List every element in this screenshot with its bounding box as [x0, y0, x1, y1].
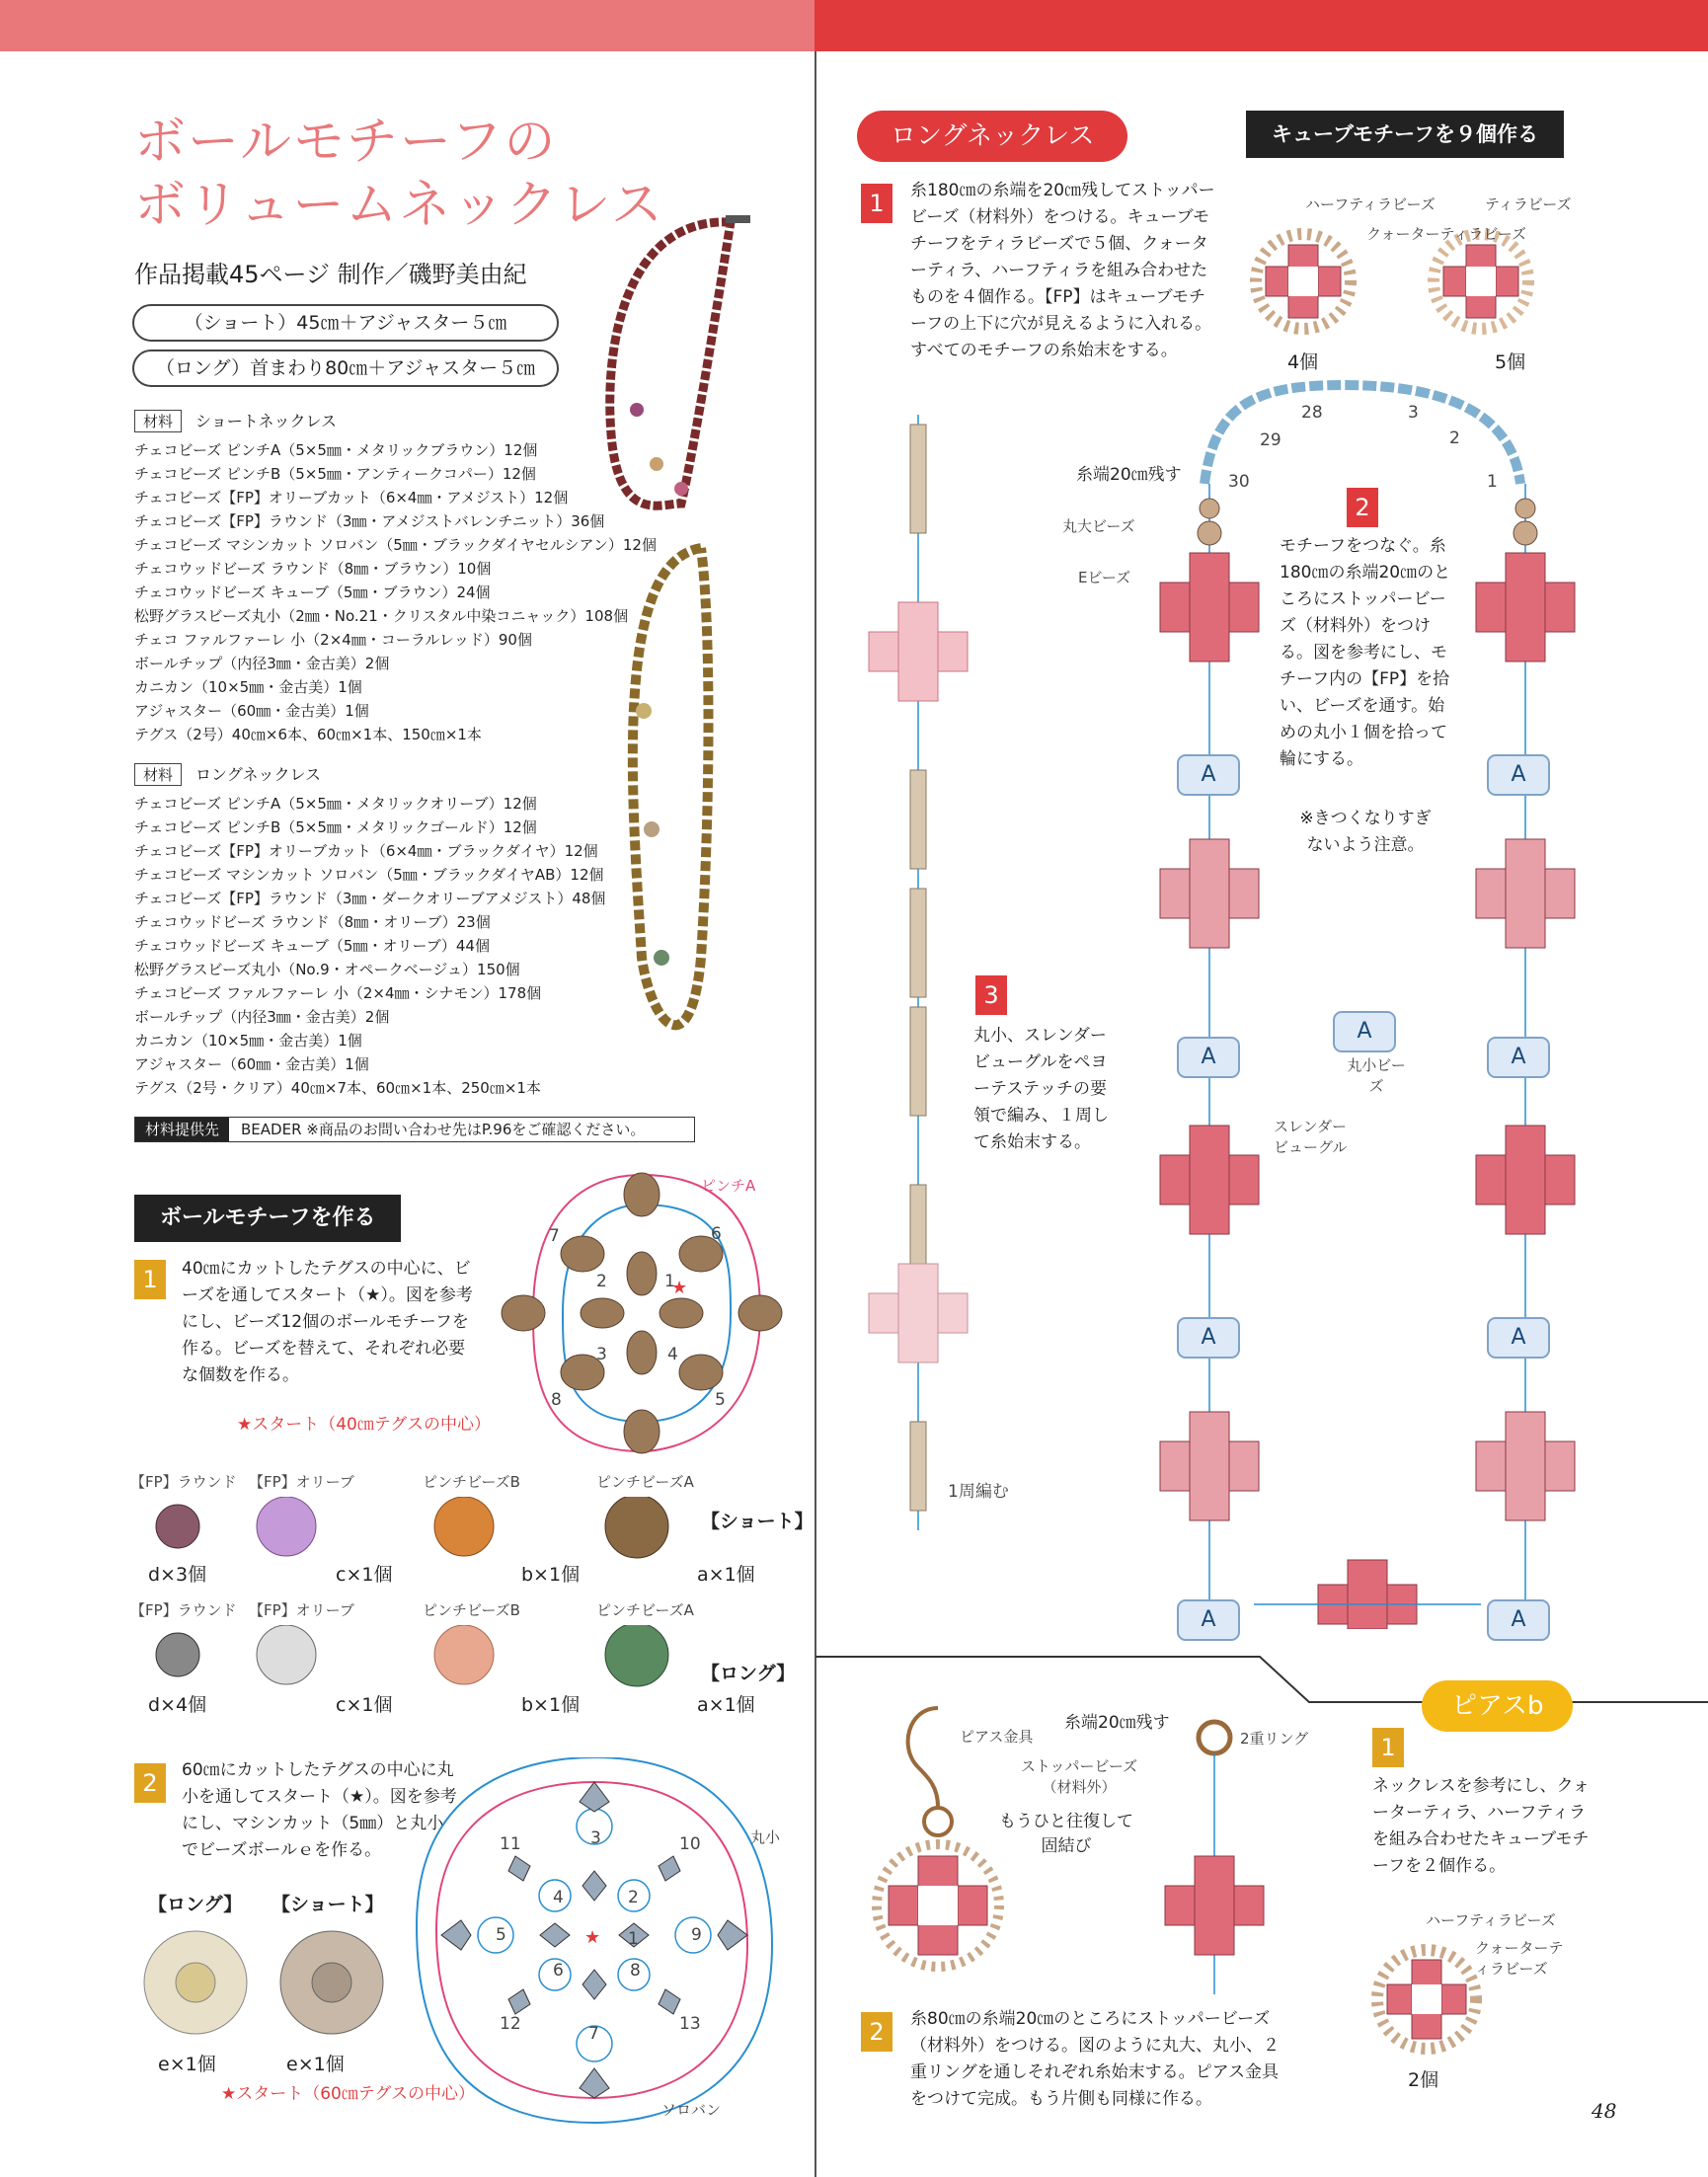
material-item: チェコビーズ【FP】オリーブカット（6×4㎜・アメジスト）12個 [134, 489, 569, 506]
material-item: カニカン（10×5㎜・金古美）1個 [134, 1032, 362, 1050]
a-box: A [1333, 1011, 1396, 1052]
start-label-1: ★スタート（40㎝テグスの中心） [237, 1415, 492, 1435]
long-step3-text: 丸小、スレンダービューグルをペヨーテステッチの要領で編み、１周して糸始末する。 [973, 1026, 1110, 1152]
bead-count: a×1個 [697, 1564, 755, 1586]
materials-long-title: ロングネックレス [195, 765, 322, 784]
header-band-left [0, 0, 815, 51]
material-item: ボールチップ（内径3㎜・金古美）2個 [134, 655, 390, 672]
material-item: チェコビーズ ファルファーレ 小（2×4㎜・シナモン）178個 [134, 984, 542, 1002]
cube-samples [1244, 227, 1540, 346]
bead-count: a×1個 [697, 1694, 755, 1716]
num-2: 2 [1449, 428, 1460, 448]
material-item: チェコビーズ【FP】オリーブカット（6×4㎜・ブラックダイヤ）12個 [134, 842, 598, 860]
page-number: 48 [1592, 2099, 1617, 2123]
maru-label: 丸小 [750, 1828, 781, 1846]
material-item: チェコビーズ【FP】ラウンド（3㎜・アメジストバレンチニット）36個 [134, 512, 605, 530]
earring-count: 2個 [1408, 2069, 1439, 2091]
materials-long [134, 762, 605, 1100]
material-item: チェコウッドビーズ ラウンド（8㎜・ブラウン）10個 [134, 560, 492, 578]
count-5: 5個 [1495, 351, 1526, 373]
earring-step1-number: 1 [1372, 1728, 1404, 1767]
earring-diagram [869, 1698, 1283, 2034]
diag1-num: 7 [549, 1226, 560, 1246]
a-box: A [1487, 754, 1550, 796]
num-29: 29 [1260, 430, 1281, 450]
material-item: 松野グラスビーズ丸小（2㎜・No.21・クリスタル中染コニャック）108個 [134, 607, 629, 625]
diag1-num: 2 [596, 1272, 607, 1291]
bead-count: d×3個 [148, 1564, 207, 1586]
material-item: チェコビーズ ピンチA（5×5㎜・メタリックオリーブ）12個 [134, 795, 537, 813]
a-box: A [1177, 754, 1240, 796]
materials-tag: 材料 [134, 763, 182, 786]
diag1-num: 6 [711, 1224, 722, 1244]
material-item: チェコウッドビーズ キューブ（5㎜・ブラウン）24個 [134, 583, 491, 601]
slender-label: スレンダービューグル [1274, 1118, 1348, 1156]
material-item: ボールチップ（内径3㎜・金古美）2個 [134, 1008, 390, 1026]
pinchA-label: ピンチA [701, 1177, 756, 1195]
ring-label: 2重リング [1240, 1730, 1309, 1748]
bead-label: ピンチビーズB [423, 1601, 520, 1619]
diag2-num: 3 [590, 1828, 601, 1848]
material-item: テグス（2号・クリア）40㎝×7本、60㎝×1本、250㎝×1本 [134, 1079, 541, 1097]
bead-samples-long [148, 1625, 740, 1694]
long-step1-number: 1 [861, 184, 893, 223]
material-item: チェコウッドビーズ キューブ（5㎜・オリーブ）44個 [134, 937, 490, 955]
count-4: 4個 [1287, 351, 1319, 373]
tail-label: 糸端20㎝残す [1076, 465, 1182, 485]
diag1-num: 3 [596, 1345, 607, 1364]
earring-tail-label: 糸端20㎝残す [1064, 1713, 1170, 1733]
e-bead-label: Eビーズ [1078, 569, 1131, 586]
a-box: A [1487, 1599, 1550, 1641]
material-item: チェコビーズ ピンチA（5×5㎜・メタリックブラウン）12個 [134, 441, 538, 459]
earring-quarter-label: クォーターティラビーズ [1475, 1939, 1564, 1978]
a-box: A [1177, 1037, 1240, 1078]
material-item: チェコビーズ ピンチB（5×5㎜・アンティークコパー）12個 [134, 465, 536, 483]
earring-half-label: ハーフティラビーズ [1426, 1911, 1556, 1929]
num-1: 1 [1487, 472, 1498, 492]
bead-label: ピンチビーズB [423, 1473, 520, 1491]
page-divider [815, 51, 816, 2177]
long-step2-number: 2 [1347, 488, 1378, 527]
e-short-tag: 【ショート】 [272, 1894, 384, 1915]
long-tag: 【ロング】 [701, 1663, 796, 1684]
tila-label: ティラビーズ [1485, 195, 1572, 213]
short-tag: 【ショート】 [701, 1511, 814, 1532]
half-tila-label: ハーフティラビーズ [1305, 195, 1436, 213]
long-step3-number: 3 [975, 975, 1007, 1015]
bugle-strand-diagram [859, 415, 977, 1530]
credit-line: 作品掲載45ページ 制作／磯野美由紀 [134, 261, 527, 288]
bead-samples-short [148, 1497, 740, 1566]
ball-section-title: ボールモチーフを作る [134, 1195, 401, 1242]
long-step2-text: モチーフをつなぐ。糸180㎝の糸端20㎝のところにストッパービーズ（材料外）をつける。図を参考にし、モチーフ内の【FP】を拾い、ビーズを通す。始めの丸小１個を拾って輪にする。 [1280, 536, 1451, 769]
material-item: 松野グラスビーズ丸小（No.9・オペークベージュ）150個 [134, 961, 520, 978]
diag2-num: 10 [679, 1834, 701, 1854]
diag1-num: 4 [667, 1345, 678, 1364]
ball-step2-number: 2 [134, 1763, 166, 1803]
e-short-count: e×1個 [286, 2054, 345, 2075]
ball-step2-text: 60㎝にカットしたテグスの中心に丸小を通してスタート（★）。図を参考にし、マシンカット（5㎜）と丸小でビーズボールｅを作る。 [182, 1760, 457, 1860]
ball-step1-number: 1 [134, 1260, 166, 1299]
bead-label: ピンチビーズA [596, 1473, 694, 1491]
header-band-right [815, 0, 1708, 51]
num-3: 3 [1408, 403, 1419, 423]
material-item: チェコ ファルファーレ 小（2×4㎜・コーラルレッド）90個 [134, 631, 532, 649]
earring-section-line [815, 1655, 1708, 1704]
diag2-num: 8 [630, 1961, 641, 1981]
material-item: アジャスター（60㎜・金古美）1個 [134, 702, 369, 720]
earring-step2-number: 2 [861, 2012, 893, 2052]
e-long-tag: 【ロング】 [148, 1894, 243, 1915]
soroban-label: ソロバン [661, 2101, 722, 2119]
diag1-num: 1 [664, 1272, 675, 1291]
earring-title: ピアスb [1422, 1680, 1573, 1732]
diag2-num: 11 [500, 1834, 521, 1854]
material-item: チェコウッドビーズ ラウンド（8㎜・オリーブ）23個 [134, 913, 491, 931]
a-box: A [1487, 1317, 1550, 1359]
quarter-tila-label: クォーターティラビーズ [1366, 225, 1527, 243]
material-item: チェコビーズ ピンチB（5×5㎜・メタリックゴールド）12個 [134, 818, 537, 836]
material-item: チェコビーズ マシンカット ソロバン（5㎜・ブラックダイヤAB）12個 [134, 866, 604, 884]
material-item: テグス（2号）40㎝×6本、60㎝×1本、150㎝×1本 [134, 726, 482, 743]
svg-text:★: ★ [584, 1927, 601, 1948]
a-box: A [1177, 1599, 1240, 1641]
bead-label: 【FP】オリーブ [249, 1601, 354, 1619]
bead-count: c×1個 [336, 1564, 393, 1586]
num-30: 30 [1228, 472, 1250, 492]
a-box: A [1487, 1037, 1550, 1078]
num-28: 28 [1301, 403, 1323, 423]
bead-count: b×1個 [521, 1694, 581, 1716]
diag2-num: 2 [628, 1888, 639, 1907]
supplier-note [134, 1117, 695, 1142]
knot-label: もうひと往復して固結び [999, 1812, 1133, 1856]
ball-diagram-1 [494, 1165, 790, 1461]
material-item: カニカン（10×5㎜・金古美）1個 [134, 678, 362, 696]
stopper-label: ストッパービーズ（材料外） [1020, 1757, 1138, 1796]
ball-diagram-2 [407, 1757, 782, 2133]
diag2-num: 6 [553, 1961, 564, 1981]
svg-text:★: ★ [671, 1278, 688, 1298]
bead-label: 【FP】ラウンド [130, 1473, 237, 1491]
materials-tag: 材料 [134, 410, 182, 432]
diag2-num: 1 [628, 1929, 639, 1949]
a-box: A [1177, 1317, 1240, 1359]
diag2-num: 7 [588, 2024, 599, 2044]
material-item: チェコビーズ マシンカット ソロバン（5㎜・ブラックダイヤセルシアン）12個 [134, 536, 657, 554]
long-step1-text: 糸180㎝の糸端を20㎝残してストッパービーズ（材料外）をつける。キューブモチーフをティラビーズで５個、クォーターティラ、ハーフティラを組み合わせたものを４個作る。【FP】はキューブモチーフの上下に穴が見えるように入れる。すべてのモチーフの糸始末をする。 [910, 181, 1215, 360]
long-note: ※きつくなりすぎないよう注意。 [1299, 809, 1432, 855]
e-ball-samples [128, 1925, 405, 2044]
diag1-num: 5 [715, 1390, 726, 1410]
bead-count: d×4個 [148, 1694, 207, 1716]
hook-label: ピアス金具 [960, 1728, 1034, 1746]
earring-step2-text: 糸80㎝の糸端20㎝のところにストッパービーズ（材料外）をつける。図のように丸大、丸小、２重リングを通しそれぞれ糸始末する。ピアス金具をつけて完成。もう片側も同様に作る。 [910, 2009, 1280, 2109]
maruo-label: 丸大ビーズ [1062, 517, 1135, 535]
loop-label: 1周編む [948, 1482, 1009, 1502]
supplier-key: 材料提供先 [135, 1118, 229, 1141]
material-item: アジャスター（60㎜・金古美）1個 [134, 1055, 369, 1073]
size-long-pill: （ロング）首まわり80㎝＋アジャスター５㎝ [132, 350, 559, 387]
long-necklace-title: ロングネックレス [857, 111, 1127, 162]
material-item: チェコビーズ【FP】ラウンド（3㎜・ダークオリーブアメジスト）48個 [134, 890, 606, 907]
cube-title: キューブモチーフを９個作る [1246, 111, 1564, 158]
size-short-pill: （ショート）45㎝＋アジャスター５㎝ [132, 304, 559, 342]
diag1-num: 8 [551, 1390, 562, 1410]
earring-step1-text: ネックレスを参考にし、クォーターティラ、ハーフティラを組み合わせたキューブモチーフを２個作る。 [1372, 1776, 1590, 1876]
ball-step1-text: 40㎝にカットしたテグスの中心に、ビーズを通してスタート（★）。図を参考にし、ビーズ12個のボールモチーフを作る。ビーズを替えて、それぞれ必要な個数を作る。 [182, 1259, 473, 1385]
bead-count: b×1個 [521, 1564, 581, 1586]
materials-short [134, 409, 657, 746]
page-title: ボールモチーフの ボリュームネックレス [134, 113, 664, 235]
materials-short-title: ショートネックレス [195, 412, 338, 430]
bead-count: c×1個 [336, 1694, 393, 1716]
e-long-count: e×1個 [158, 2054, 216, 2075]
diag2-num: 4 [553, 1888, 564, 1907]
maruko-label: 丸小ビーズ [1347, 1056, 1406, 1095]
bead-label: ピンチビーズA [596, 1601, 694, 1619]
diag2-num: 12 [500, 2014, 521, 2034]
diag2-num: 13 [679, 2014, 701, 2034]
supplier-text: BEADER ※商品のお問い合わせ先はP.96をご確認ください。 [241, 1121, 646, 1138]
start-label-2: ★スタート（60㎝テグスの中心） [221, 2084, 476, 2104]
bead-label: 【FP】ラウンド [130, 1601, 237, 1619]
diag2-num: 5 [496, 1925, 506, 1945]
diag2-num: 9 [691, 1925, 702, 1945]
bead-label: 【FP】オリーブ [249, 1473, 354, 1491]
